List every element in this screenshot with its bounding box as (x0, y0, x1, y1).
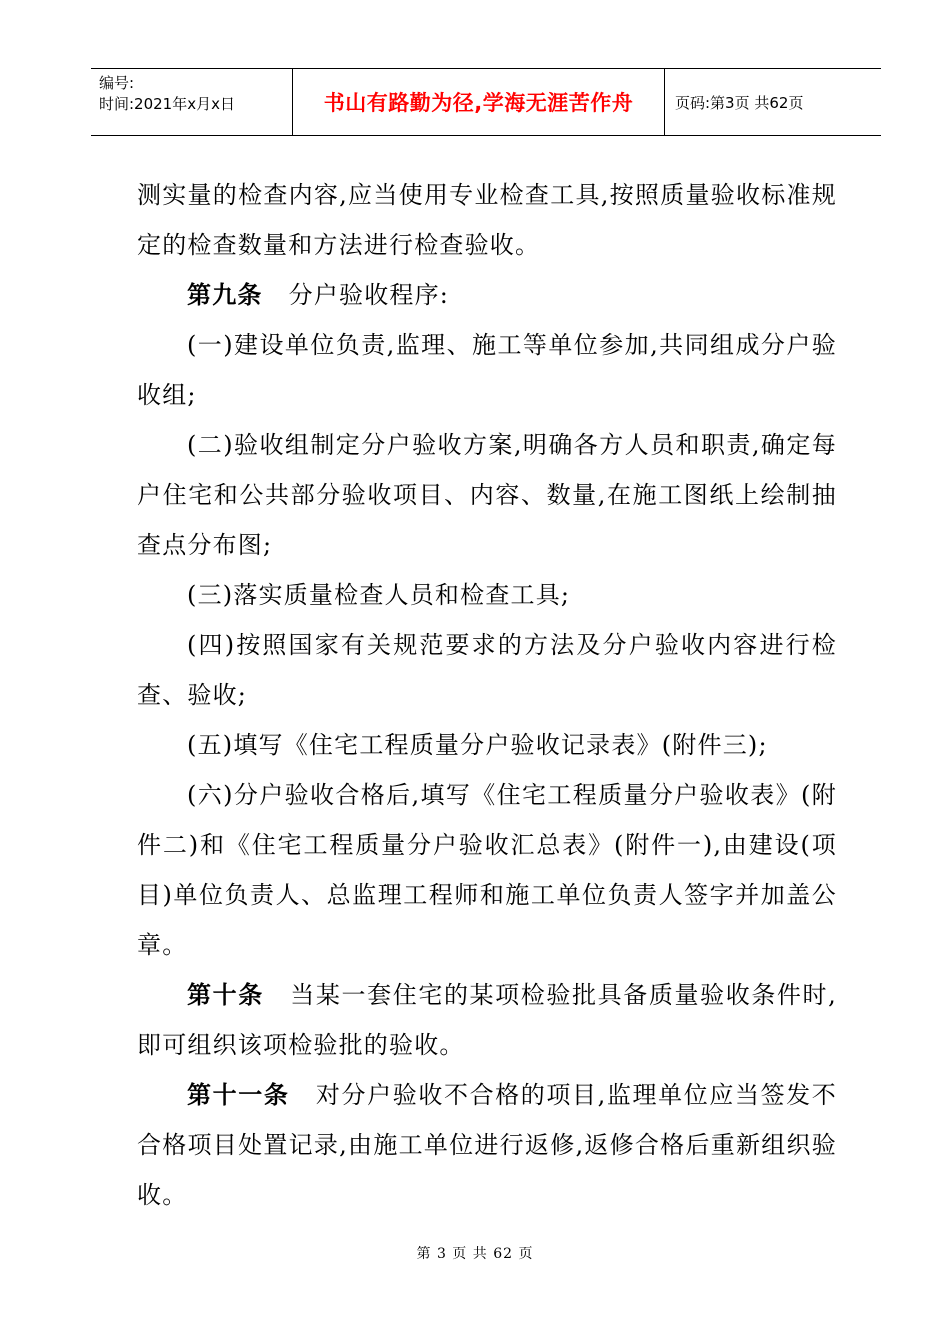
procedure-item-2: (二)验收组制定分户验收方案,明确各方人员和职责,确定每户住宅和公共部分验收项目、内容、数量,在施工图纸上绘制抽查点分布图; (137, 431, 837, 559)
article-9-text: 分户验收程序: (288, 281, 450, 309)
header-motto: 书山有路勤为径,学海无涯苦作舟 (293, 69, 665, 135)
article-11-text: 对分户验收不合格的项目,监理单位应当签发不合格项目处置记录,由施工单位进行返修,返修合格后重新组织验收。 (137, 1081, 837, 1209)
article-10 (137, 970, 837, 1070)
header-meta (91, 69, 293, 135)
article-10-text: 当某一套住宅的某项检验批具备质量验收条件时,即可组织该项检验批的验收。 (137, 981, 837, 1059)
procedure-item-5: (五)填写《住宅工程质量分户验收记录表》(附件三); (187, 731, 768, 759)
article-9 (137, 270, 837, 320)
procedure-item-3: (三)落实质量检查人员和检查工具; (187, 581, 571, 609)
procedure-item-1: (一)建设单位负责,监理、施工等单位参加,共同组成分户验收组; (137, 331, 837, 409)
article-9-heading: 第九条 (187, 280, 263, 309)
document-time-label: 时间:2021年x月x日 (99, 95, 235, 113)
page-header (91, 68, 881, 136)
article-10-heading: 第十条 (187, 980, 264, 1009)
header-page-label: 页码:第3页 共62页 (675, 93, 804, 112)
document-number-label: 编号: (99, 74, 135, 92)
article-11-heading: 第十一条 (187, 1080, 290, 1109)
document-body (137, 170, 837, 1220)
page-footer: 第 3 页 共 62 页 (416, 1246, 534, 1262)
article-11 (137, 1070, 837, 1220)
procedure-item-6: (六)分户验收合格后,填写《住宅工程质量分户验收表》(附件二)和《住宅工程质量分户验收汇总表》(附件一),由建设(项目)单位负责人、总监理工程师和施工单位负责人签字并加盖公章。 (137, 781, 837, 959)
procedure-item-4: (四)按照国家有关规范要求的方法及分户验收内容进行检查、验收; (137, 631, 837, 709)
paragraph-inspection-content: 测实量的检查内容,应当使用专业检查工具,按照质量验收标准规定的检查数量和方法进行检查验收。 (137, 181, 837, 259)
